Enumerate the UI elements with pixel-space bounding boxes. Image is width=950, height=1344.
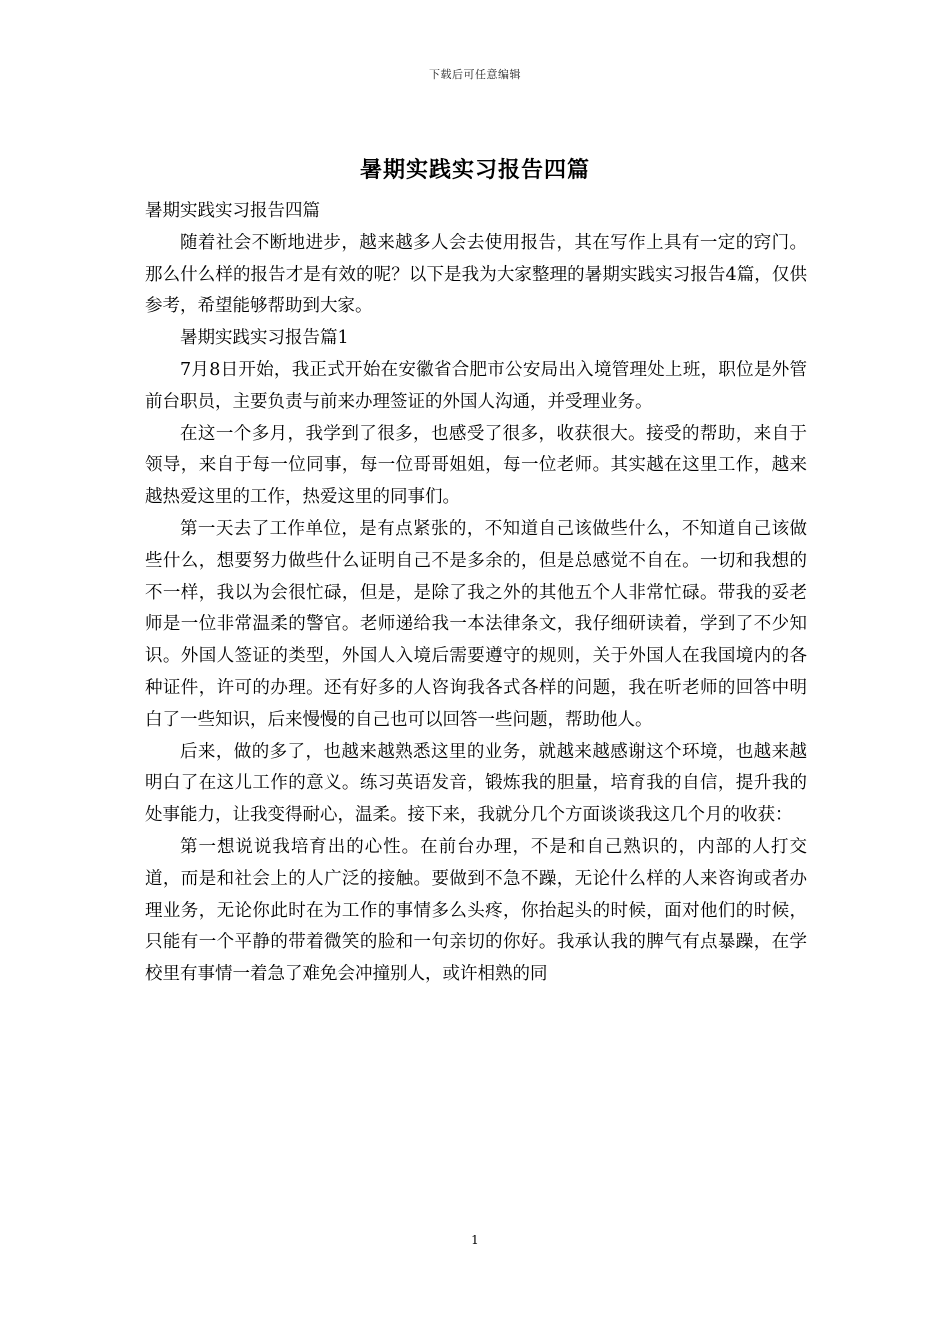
body-paragraph: 后来，做的多了，也越来越熟悉这里的业务，就越来越感谢这个环境，也越来越明白了在这儿工作的意义。练习英语发音，锻炼我的胆量，培育我的自信，提升我的处事能力，让我变得耐心，温柔。接下来，我就分几个方面谈谈我这几个月的收获：	[145, 741, 807, 826]
intro-paragraph: 随着社会不断地进步，越来越多人会去使用报告，其在写作上具有一定的窍门。那么什么样的报告才是有效的呢？以下是我为大家整理的暑期实践实习报告4篇，仅供参考，希望能够帮助到大家。	[145, 232, 807, 317]
body-paragraph: 7月8日开始，我正式开始在安徽省合肥市公安局出入境管理处上班，职位是外管前台职员，主要负责与前来办理签证的外国人沟通，并受理业务。	[145, 359, 807, 412]
document-title: 暑期实践实习报告四篇	[359, 157, 590, 183]
page-number: 1	[471, 1233, 479, 1247]
document-body	[145, 196, 807, 991]
body-paragraph: 第一天去了工作单位，是有点紧张的，不知道自己该做些什么，不知道自己该做些什么，想要努力做些什么证明自己不是多余的，但是总感觉不自在。一切和我想的不一样，我以为会很忙碌，但是，是除了我之外的其他五个人非常忙碌。带我的妥老师是一位非常温柔的警官。老师递给我一本法律条文，我仔细研读着，学到了不少知识。外国人签证的类型，外国人入境后需要遵守的规则，关于外国人在我国境内的各种证件，许可的办理。还有好多的人咨询我各式各样的问题，我在听老师的回答中明白了一些知识，后来慢慢的自己也可以回答一些问题，帮助他人。	[145, 518, 807, 730]
body-paragraph: 第一想说说我培育出的心性。在前台办理，不是和自己熟识的，内部的人打交道，而是和社会上的人广泛的接触。要做到不急不躁，无论什么样的人来咨询或者办理业务，无论你此时在为工作的事情多么头疼，你抬起头的时候，面对他们的时候，只能有一个平静的带着微笑的脸和一句亲切的你好。我承认我的脾气有点暴躁，在学校里有事情一着急了难免会冲撞别人，或许相熟的同	[145, 836, 807, 985]
body-paragraph: 在这一个多月，我学到了很多，也感受了很多，收获很大。接受的帮助，来自于领导，来自于每一位同事，每一位哥哥姐姐，每一位老师。其实越在这里工作，越来越热爱这里的工作，热爱这里的同事们。	[145, 423, 807, 508]
section-heading: 暑期实践实习报告篇1	[180, 328, 349, 349]
header-note: 下载后可任意编辑	[429, 68, 521, 81]
subtitle-paragraph: 暑期实践实习报告四篇	[145, 201, 320, 221]
